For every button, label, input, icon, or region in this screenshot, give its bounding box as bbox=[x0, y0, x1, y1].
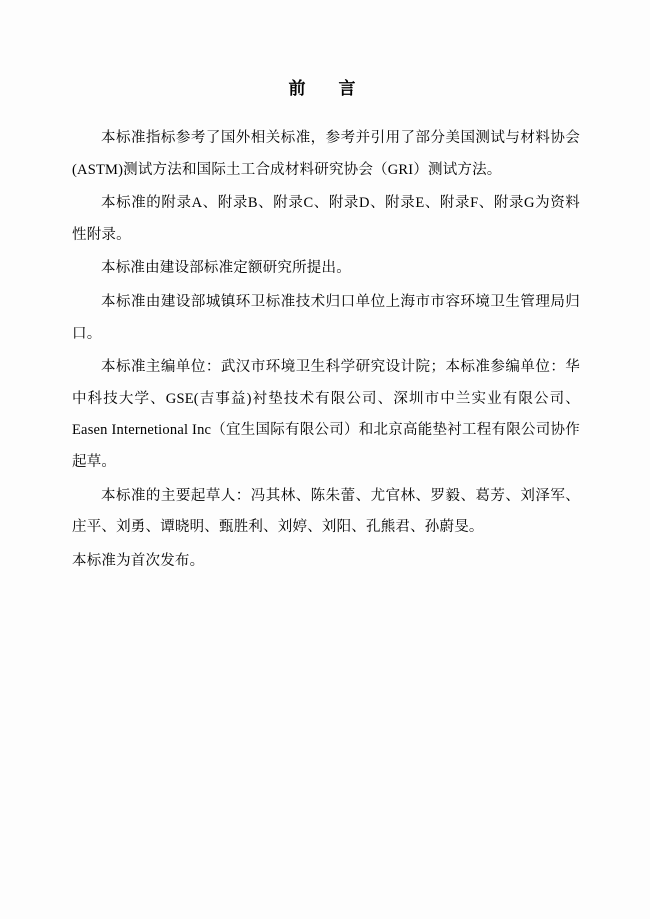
paragraph-7: 本标准为首次发布。 bbox=[72, 552, 205, 569]
document-body bbox=[72, 74, 580, 580]
page-title: 前 言 bbox=[288, 79, 364, 98]
paragraph-2: 本标准的附录A、附录B、附录C、附录D、附录E、附录F、附录G为资料性附录。 bbox=[72, 195, 580, 243]
paragraph-6: 本标准的主要起草人：冯其林、陈朱蕾、尤官林、罗毅、葛芳、刘泽军、庄平、刘勇、谭晓明、甄胜利、刘婷、刘阳、孔熊君、孙蔚旻。 bbox=[72, 487, 580, 536]
paragraph-5: 本标准主编单位：武汉市环境卫生科学研究设计院；本标准参编单位：华中科技大学、GSE(吉事益)衬垫技术有限公司、深圳市中兰实业有限公司、Easen Internetional Inc（宜生国际有限公司）和北京高能垫衬工程有限公司协作起草。 bbox=[72, 359, 580, 471]
paragraph-4: 本标准由建设部城镇环卫标准技术归口单位上海市市容环境卫生管理局归口。 bbox=[72, 294, 580, 342]
paragraph-1: 本标准指标参考了国外相关标准，参考并引用了部分美国测试与材料协会(ASTM)测试方法和国际土工合成材料研究协会（GRI）测试方法。 bbox=[72, 130, 580, 178]
paragraph-3: 本标准由建设部标准定额研究所提出。 bbox=[101, 260, 351, 277]
